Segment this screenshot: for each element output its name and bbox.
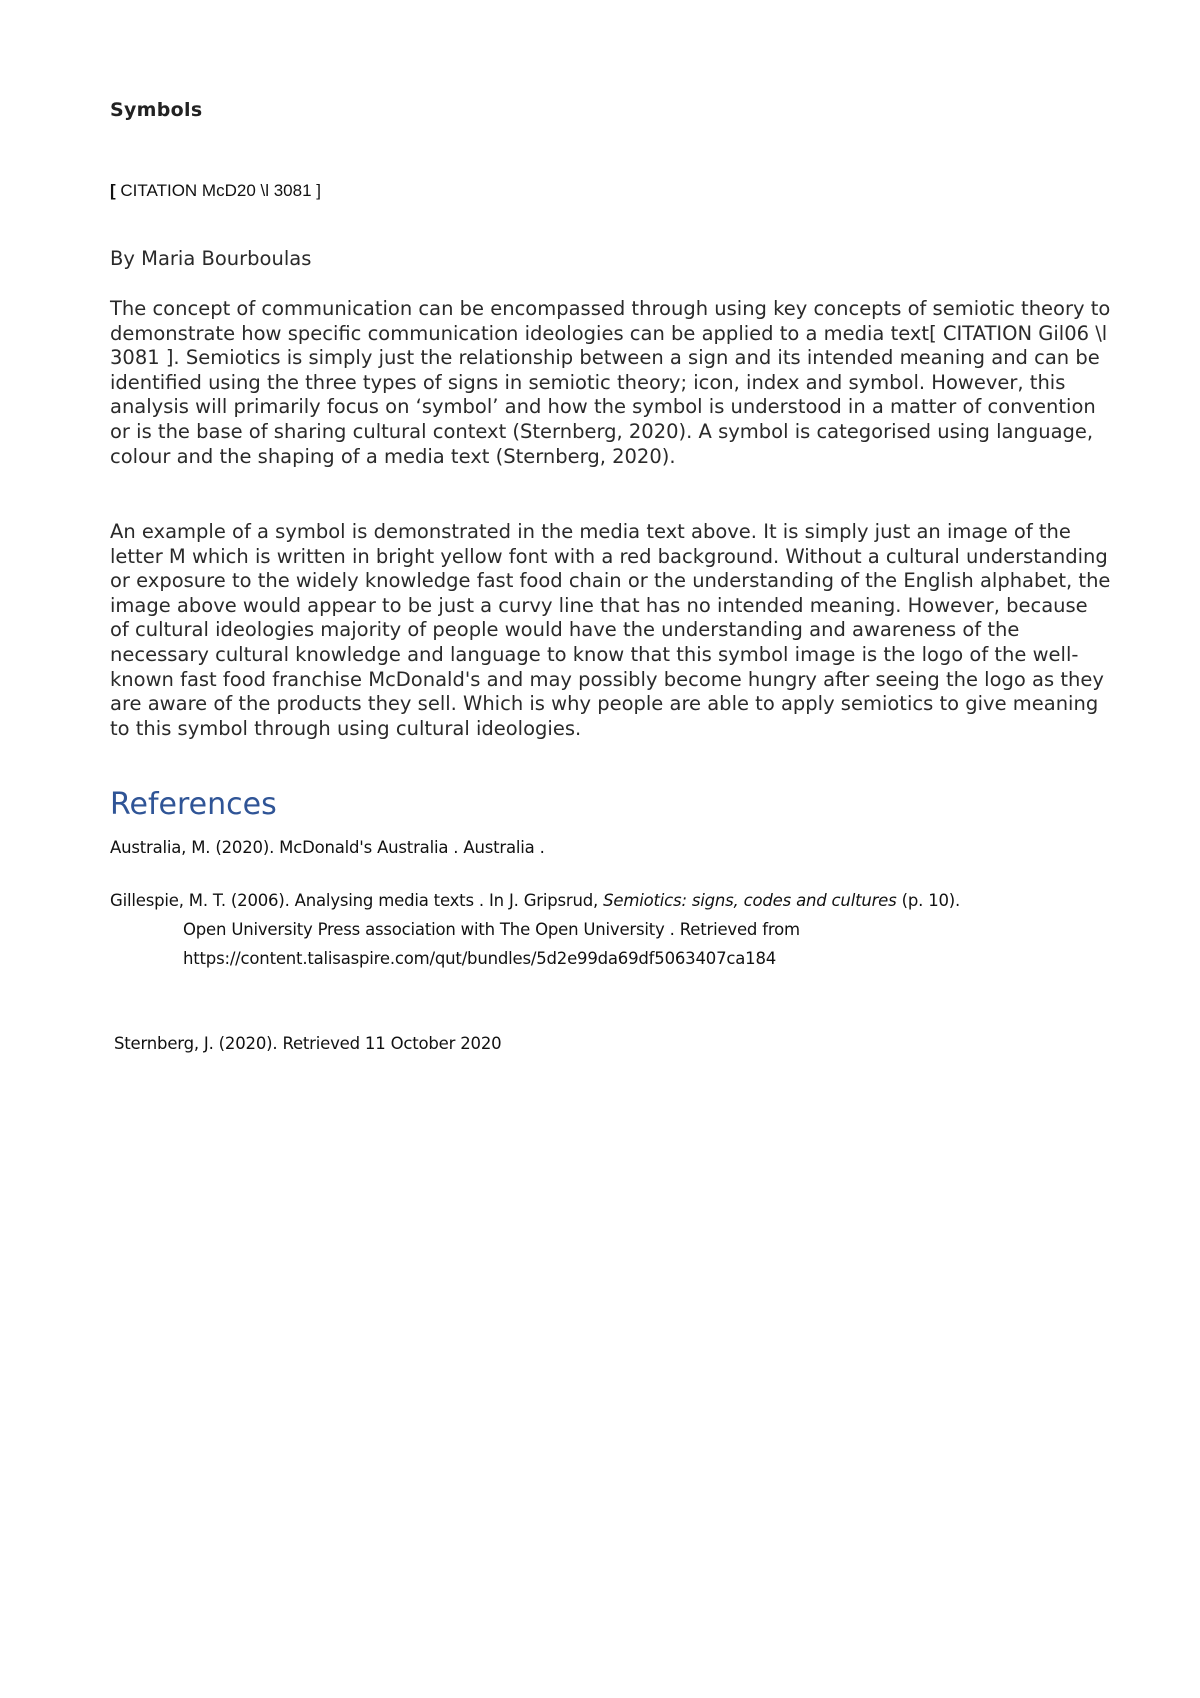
body-paragraph-2: An example of a symbol is demonstrated in the media text above. It is simply just an image of the letter M which is written in bright yellow font with a red background. Without a cultural understanding or exposure to the widely knowledge fast food chain or the understanding of the English alphabet, the image above would appear to be just a curvy line that has no intended meaning. However, because of cultural ideologies majority of people would have the understanding and awareness of the necessary cultural knowledge and language to know that this symbol image is the logo of the well-known fast food franchise McDonald's and may possibly become hungry after seeing the logo as they are aware of the products they sell. Which is why people are able to apply semiotics to give meaning to this symbol through using cultural ideologies.: [110, 520, 1111, 740]
reference-2-publisher: Open University Press association with The Open University . Retrieved from: [183, 920, 800, 939]
body-paragraph-1: The concept of communication can be encompassed through using key concepts of semiotic theory to demonstrate how specific communication ideologies can be applied to a media text[ CITATION Gil06 \l 3081 ]. Semiotics is simply just the relationship between a sign and its intended meaning and can be identified using the three types of signs in semiotic theory; icon, index and symbol. However, this analysis will primarily focus on ‘symbol’ and how the symbol is understood in a matter of convention or is the base of sharing cultural context (Sternberg, 2020). A symbol is categorised using language, colour and the shaping of a media text (Sternberg, 2020).: [110, 297, 1111, 468]
reference-2-lead: Gillespie, M. T. (2006). Analysing media texts . In J. Gripsrud,: [110, 891, 604, 910]
citation-text: CITATION McD20 \l 3081: [115, 181, 317, 200]
citation-close-bracket: ]: [316, 181, 321, 200]
citation-open-bracket: [: [110, 181, 116, 200]
document-title: Symbols: [110, 99, 203, 121]
reference-2-url: https://content.talisaspire.com/qut/bundles/5d2e99da69df5063407ca184: [183, 949, 777, 968]
reference-entry-2: [110, 886, 960, 973]
author-line: By Maria Bourboulas: [110, 247, 312, 270]
reference-entry-3: Sternberg, J. (2020). Retrieved 11 October 2020: [114, 1034, 502, 1053]
reference-2-tail: (p. 10).: [896, 891, 961, 910]
references-heading: References: [110, 787, 277, 822]
reference-entry-1: Australia, M. (2020). McDonald's Australia . Australia .: [110, 838, 545, 857]
citation-field: [110, 181, 321, 201]
reference-2-book-title: Semiotics: signs, codes and cultures: [603, 891, 897, 910]
